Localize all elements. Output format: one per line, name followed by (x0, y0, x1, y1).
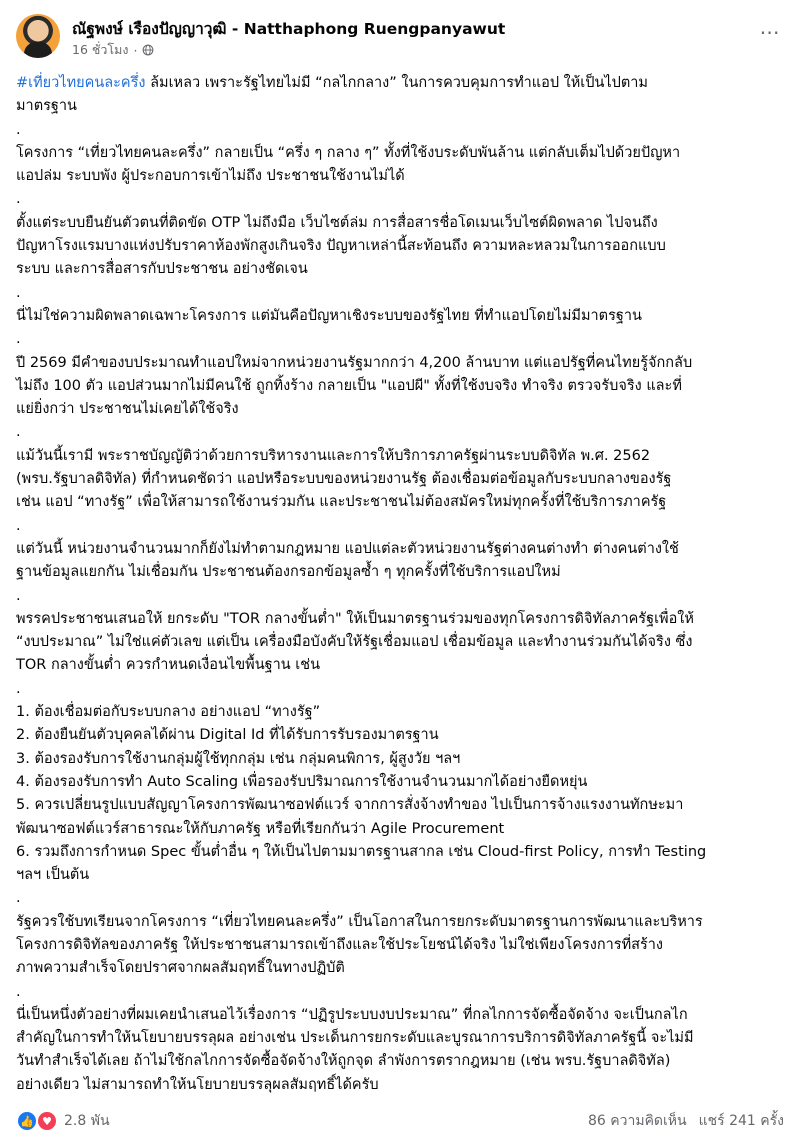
globe-icon (142, 44, 154, 56)
comments-count[interactable]: 86 ความคิดเห็น (587, 1113, 687, 1129)
paragraph: นี่เป็นหนึ่งตัวอย่างที่ผมเคยนำเสนอไว้เรื่องการ “ปฏิรูประบบงบประมาณ” ที่กลไกการจัดซื้อจัดจ้าง จะเป็นกลไก สำคัญในการทำให้นโยบายบรรลุผล อย่างเช่น ประเด็นการยกระดับและบูรณาการบริการดิจิทัลภาครัฐนี้ จะไม่มี วันทำสำเร็จได้เลย ถ้าไม่ใช้กลไกการจัดซื้อจัดจ้างให้ถูกจุด ลำพังการตรากฎหมาย (เช่น พรบ.รัฐบาลดิจิทัล) อย่างเดียว ไม่สามารถทำให้นโยบายบรรลุผลสัมฤทธิ์ได้ครับ (16, 1006, 694, 1093)
more-options-icon[interactable]: ⋯ (759, 20, 781, 44)
post-header (16, 12, 784, 62)
proposal-list: 1. ต้องเชื่อมต่อกับระบบกลาง อย่างแอป “ทางรัฐ” 2. ต้องยืนยันตัวบุคคลได้ผ่าน Digital Id ที่ได้รับการรับรองมาตรฐาน 3. ต้องรองรับการใช้งานกลุ่มผู้ใช้ทุกกลุ่ม เช่น กลุ่มคนพิการ, ผู้สูงวัย ฯลฯ 4. ต้องรองรับการทำ Auto Scaling เพื่อรองรับปริมาณการใช้งานจำนวนมากได้อย่างยืดหยุ่น 5. ควรเปลี่ยนรูปแบบสัญญาโครงการพัฒนาซอฟต์แวร์ จากการสั่งจ้างทำของ ไปเป็นการจ้างแรงงานทักษะมา พัฒนาซอฟต์แวร์สาธารณะให้กับภาครัฐ หรือที่เรียกกันว่า Agile Procurement 6. รวมถึงการกำหนด Spec ขั้นต่ำอื่น ๆ ให้เป็นไปตามมาตรฐานสากล เช่น Cloud-first Policy, การทำ Testing ฯลฯ เป็นต้น . (16, 704, 707, 907)
shares-count[interactable]: แชร์ 241 ครั้ง (698, 1113, 784, 1129)
paragraph: นี่ไม่ใช่ความผิดพลาดเฉพาะโครงการ แต่มันคือปัญหาเชิงระบบของรัฐไทย ที่ทำแอปโดยไม่มีมาตรฐาน . (16, 307, 642, 348)
post-body (16, 72, 786, 1097)
paragraph-intro (16, 72, 786, 142)
post-footer (16, 1108, 784, 1134)
intro-text: ล้มเหลว เพราะรัฐไทยไม่มี “กลไกกลาง” ในการควบคุมการทำแอป ให้เป็นไปตาม มาตรฐาน . (16, 75, 648, 138)
avatar[interactable] (16, 14, 60, 58)
paragraph: แต่วันนี้ หน่วยงานจำนวนมากก็ยังไม่ทำตามกฎหมาย แอปแต่ละตัวหน่วยงานรัฐต่างคนต่างทำ ต่างคนต่างใช้ ฐานข้อมูลแยกกัน ไม่เชื่อมกัน ประชาชนต้องกรอกข้อมูลซ้ำ ๆ ทุกครั้งที่ใช้บริการแอปใหม่ . (16, 540, 679, 604)
paragraph: พรรคประชาชนเสนอให้ ยกระดับ "TOR กลางขั้นต่ำ" ให้เป็นมาตรฐานร่วมของทุกโครงการดิจิทัลภาครัฐเพื่อให้ “งบประมาณ” ไม่ใช่แค่ตัวเลข แต่เป็น เครื่องมือบังคับให้รัฐเชื่อมแอป เชื่อมข้อมูล และทำงานร่วมกันได้จริง ซึ่ง TOR กลางขั้นต่ำ ควรกำหนดเงื่อนไขพื้นฐาน เช่น . (16, 610, 694, 697)
post-meta (72, 40, 154, 60)
paragraph: แม้วันนี้เรามี พระราชบัญญัติว่าด้วยการบริหารงานและการให้บริการภาครัฐผ่านระบบดิจิทัล พ.ศ. 2562 (พรบ.รัฐบาลดิจิทัล) ที่กำหนดชัดว่า แอปหรือระบบของหน่วยงานรัฐ ต้องเชื่อมต่อข้อมูลกับระบบกลางของรัฐ เช่น แอป “ทางรัฐ” เพื่อให้สามารถใช้งานร่วมกัน และประชาชนไม่ต้องสมัครใหม่ทุกครั้งที่ใช้บริการภาครัฐ . (16, 447, 672, 534)
hashtag-link[interactable]: #เที่ยวไทยคนละครึ่ง (16, 75, 146, 91)
paragraph: โครงการ “เที่ยวไทยคนละครึ่ง” กลายเป็น “ครึ่ง ๆ กลาง ๆ” ทั้งที่ใช้งบระดับพันล้าน แต่กลับเต็มไปด้วยปัญหา แอปล่ม ระบบพัง ผู้ประกอบการเข้าไม่ถึง ประชาชนใช้งานไม่ได้ . (16, 144, 681, 208)
paragraph: ปี 2569 มีคำของบประมาณทำแอปใหม่จากหน่วยงานรัฐมากกว่า 4,200 ล้านบาท แต่แอปรัฐที่คนไทยรู้จักกลับ ไม่ถึง 100 ตัว แอปส่วนมากไม่มีคนใช้ ถูกทิ้งร้าง กลายเป็น "แอปผี" ทั้งที่ใช้งบจริง ทำจริง ตรวจรับจริง และที่ แย่ยิ่งกว่า ประชาชนไม่เคยได้ใช้จริง . (16, 354, 693, 441)
reactions-summary[interactable] (16, 1110, 110, 1132)
love-icon: ♥ (36, 1110, 58, 1132)
meta-separator: · (133, 42, 138, 58)
post-stats (588, 1110, 784, 1132)
post-time[interactable]: 16 ชั่วโมง (72, 42, 129, 57)
like-icon: 👍 (16, 1110, 38, 1132)
paragraph: รัฐควรใช้บทเรียนจากโครงการ “เที่ยวไทยคนละครึ่ง” เป็นโอกาสในการยกระดับมาตรฐานการพัฒนาและบริหาร โครงการดิจิทัลของภาครัฐ ให้ประชาชนสามารถเข้าถึงและใช้ประโยชน์ได้จริง ไม่ใช่เพียงโครงการที่สร้าง ภาพความสำเร็จโดยปราศจากผลสัมฤทธิ์ในทางปฏิบัติ . (16, 913, 703, 1000)
author-name[interactable]: ณัฐพงษ์ เรืองปัญญาวุฒิ - Natthaphong Ruengpanyawut (72, 20, 506, 38)
reactions-count: 2.8 พัน (64, 1113, 110, 1129)
paragraph: ตั้งแต่ระบบยืนยันตัวตนที่ติดขัด OTP ไม่ถึงมือ เว็บไซต์ล่ม การสื่อสารชื่อโดเมนเว็บไซต์ผิดพลาด ไปจนถึง ปัญหาโรงแรมบางแห่งปรับราคาห้องพักสูงเกินจริง ปัญหาเหล่านี้สะท้อนถึง ความหละหลวมในการออกแบบ ระบบ และการสื่อสารกับประชาชน อย่างชัดเจน . (16, 214, 666, 301)
